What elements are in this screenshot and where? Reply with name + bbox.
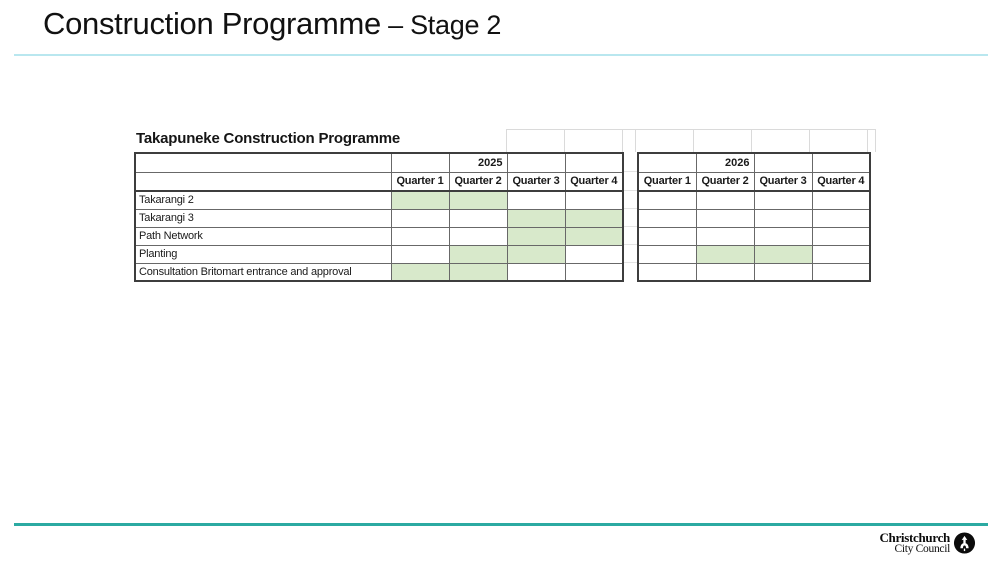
schedule-cell bbox=[565, 245, 623, 263]
quarter-header: Quarter 4 bbox=[812, 172, 870, 191]
page-title bbox=[43, 6, 501, 42]
empty-cell bbox=[565, 153, 623, 172]
task-row bbox=[638, 191, 870, 209]
task-row bbox=[135, 245, 623, 263]
year-label-2025: 2025 bbox=[449, 153, 507, 172]
ccc-logo-line1: Christchurch bbox=[879, 530, 950, 545]
empty-cell bbox=[391, 153, 449, 172]
schedule-cell bbox=[812, 209, 870, 227]
quarter-header-row-2026 bbox=[638, 172, 870, 191]
schedule-cell bbox=[696, 209, 754, 227]
schedule-cell bbox=[638, 245, 696, 263]
task-label: Takarangi 3 bbox=[135, 209, 391, 227]
empty-cell bbox=[754, 153, 812, 172]
schedule-cell bbox=[812, 245, 870, 263]
schedule-cell bbox=[638, 191, 696, 209]
schedule-cell bbox=[812, 191, 870, 209]
schedule-cell bbox=[565, 227, 623, 245]
empty-cell bbox=[507, 153, 565, 172]
schedule-cell bbox=[449, 209, 507, 227]
quarter-header: Quarter 1 bbox=[391, 172, 449, 191]
ccc-logo-text bbox=[879, 531, 950, 556]
footer-divider bbox=[14, 523, 988, 526]
empty-cell bbox=[638, 153, 696, 172]
schedule-cell bbox=[638, 227, 696, 245]
schedule-cell bbox=[754, 245, 812, 263]
programme-table-title: Takapuneke Construction Programme bbox=[136, 130, 401, 147]
schedule-cell bbox=[449, 227, 507, 245]
schedule-table-2025 bbox=[134, 152, 624, 282]
excel-gridlines bbox=[506, 129, 876, 152]
empty-cell bbox=[135, 153, 391, 172]
page-title-main: Construction Programme bbox=[43, 6, 381, 41]
task-label: Path Network bbox=[135, 227, 391, 245]
year-row-2025 bbox=[135, 153, 623, 172]
schedule-tables bbox=[134, 152, 871, 282]
schedule-cell bbox=[812, 227, 870, 245]
schedule-table-2026 bbox=[637, 152, 871, 282]
schedule-cell bbox=[812, 263, 870, 281]
year-row-2026 bbox=[638, 153, 870, 172]
schedule-cell bbox=[449, 191, 507, 209]
task-row bbox=[135, 263, 623, 281]
task-row bbox=[638, 245, 870, 263]
schedule-cell bbox=[696, 191, 754, 209]
schedule-cell bbox=[638, 263, 696, 281]
schedule-cell bbox=[638, 209, 696, 227]
schedule-cell bbox=[565, 209, 623, 227]
task-row bbox=[135, 227, 623, 245]
schedule-cell bbox=[507, 263, 565, 281]
schedule-cell bbox=[391, 191, 449, 209]
schedule-cell bbox=[449, 245, 507, 263]
quarter-header: Quarter 4 bbox=[565, 172, 623, 191]
quarter-header: Quarter 1 bbox=[638, 172, 696, 191]
task-row bbox=[638, 263, 870, 281]
schedule-cell bbox=[391, 209, 449, 227]
quarter-header: Quarter 2 bbox=[449, 172, 507, 191]
quarter-header-row-2025 bbox=[135, 172, 623, 191]
ccc-logo-line2: City Council bbox=[894, 543, 950, 555]
schedule-cell bbox=[754, 209, 812, 227]
empty-cell bbox=[135, 172, 391, 191]
ccc-logo bbox=[879, 531, 976, 556]
schedule-cell bbox=[754, 263, 812, 281]
ccc-logo-icon bbox=[953, 531, 976, 555]
schedule-cell bbox=[507, 209, 565, 227]
schedule-cell bbox=[696, 245, 754, 263]
title-divider bbox=[14, 54, 988, 56]
task-row bbox=[135, 191, 623, 209]
task-label: Consultation Britomart entrance and approval bbox=[135, 263, 391, 281]
task-row bbox=[638, 209, 870, 227]
schedule-cell bbox=[507, 227, 565, 245]
schedule-cell bbox=[696, 263, 754, 281]
empty-cell bbox=[812, 153, 870, 172]
page-title-sub: – Stage 2 bbox=[380, 10, 502, 40]
table-gap bbox=[624, 152, 637, 280]
schedule-cell bbox=[391, 227, 449, 245]
construction-programme bbox=[134, 129, 876, 281]
schedule-cell bbox=[754, 191, 812, 209]
schedule-cell bbox=[449, 263, 507, 281]
year-label-2026: 2026 bbox=[696, 153, 754, 172]
schedule-cell bbox=[754, 227, 812, 245]
schedule-cell bbox=[565, 191, 623, 209]
schedule-cell bbox=[507, 191, 565, 209]
task-label: Takarangi 2 bbox=[135, 191, 391, 209]
quarter-header: Quarter 3 bbox=[507, 172, 565, 191]
schedule-cell bbox=[507, 245, 565, 263]
quarter-header: Quarter 2 bbox=[696, 172, 754, 191]
schedule-cell bbox=[391, 263, 449, 281]
quarter-header: Quarter 3 bbox=[754, 172, 812, 191]
schedule-cell bbox=[696, 227, 754, 245]
task-row bbox=[135, 209, 623, 227]
task-row bbox=[638, 227, 870, 245]
task-label: Planting bbox=[135, 245, 391, 263]
schedule-cell bbox=[565, 263, 623, 281]
schedule-cell bbox=[391, 245, 449, 263]
